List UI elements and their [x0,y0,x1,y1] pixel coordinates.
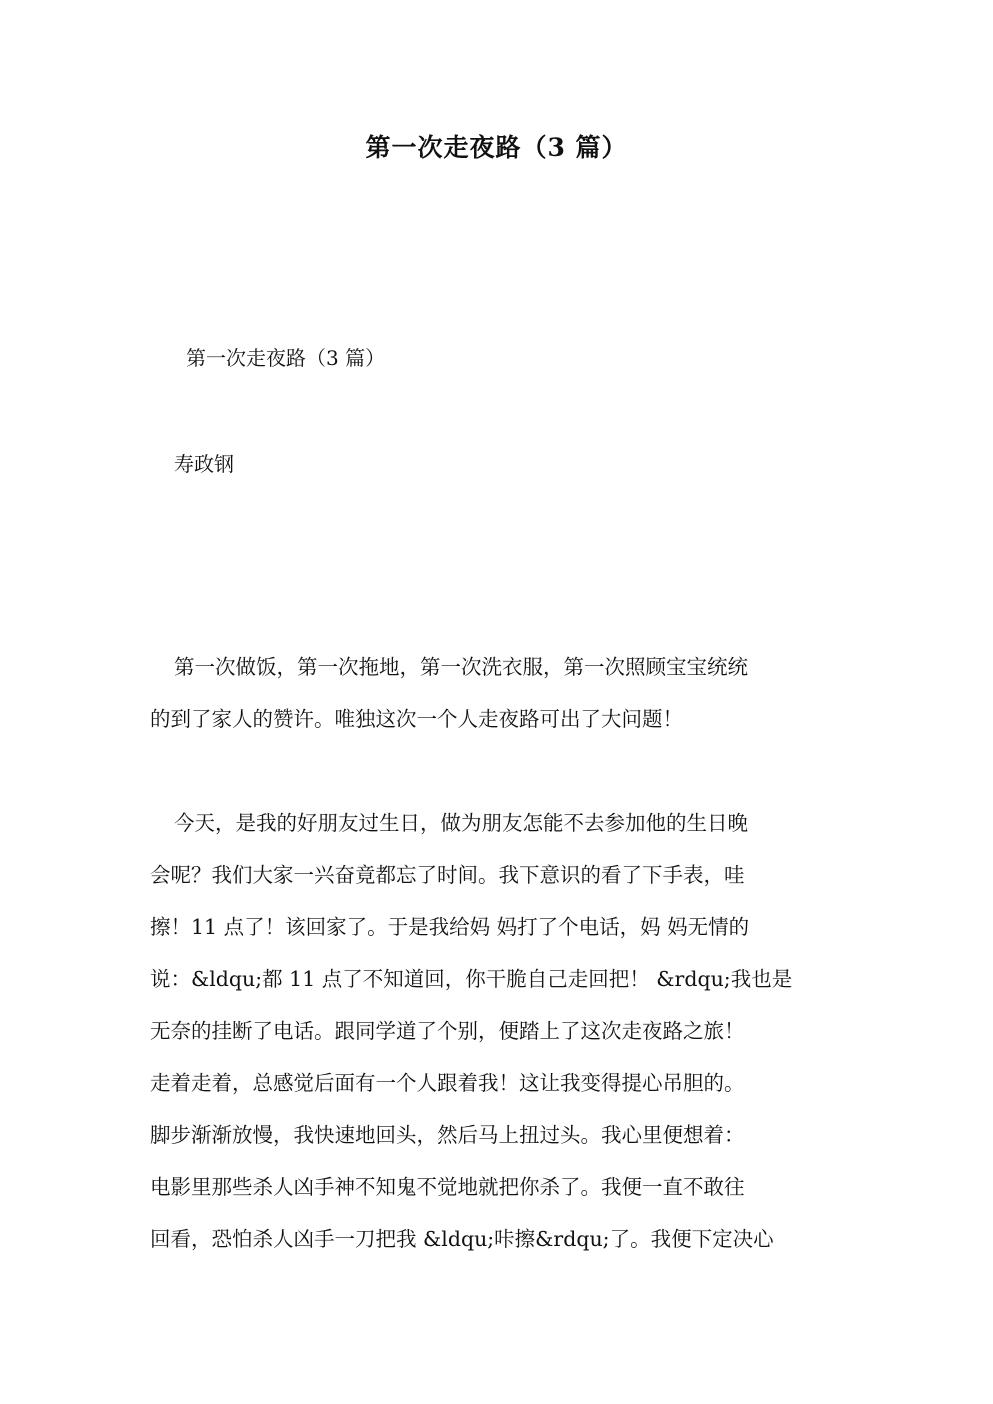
paragraph-line: 会呢？我们大家一兴奋竟都忘了时间。我下意识的看了下手表，哇 [150,863,745,887]
article-subtitle: 第一次走夜路（3 篇） [186,346,386,370]
paragraph-line: 脚步渐渐放慢，我快速地回头，然后马上扭过头。我心里便想着： [150,1123,745,1147]
paragraph-line: 第一次做饭，第一次拖地，第一次洗衣服，第一次照顾宝宝统统 [174,655,748,679]
paragraph-line: 今天，是我的好朋友过生日，做为朋友怎能不去参加他的生日晚 [174,811,748,835]
paragraph-line: 无奈的挂断了电话。跟同学道了个别，便踏上了这次走夜路之旅！ [150,1019,745,1043]
paragraph-line: 说：&ldqu;都 11 点了不知道回，你干脆自己走回把！ &rdqu;我也是 [150,967,793,991]
paragraph-line: 走着走着，总感觉后面有一个人跟着我！这让我变得提心吊胆的。 [150,1071,745,1095]
paragraph-line: 回看，恐怕杀人凶手一刀把我 &ldqu;咔擦&rdqu;了。我便下定决心 [150,1227,774,1251]
author-name: 寿政钢 [174,452,234,476]
paragraph-line: 电影里那些杀人凶手神不知鬼不觉地就把你杀了。我便一直不敢往 [150,1175,745,1199]
paragraph-line: 擦！11 点了！该回家了。于是我给妈 妈打了个电话，妈 妈无情的 [150,915,750,939]
paragraph-line: 的到了家人的赞许。唯独这次一个人走夜路可出了大问题！ [150,707,683,731]
document-title: 第一次走夜路（3 篇） [365,133,628,162]
